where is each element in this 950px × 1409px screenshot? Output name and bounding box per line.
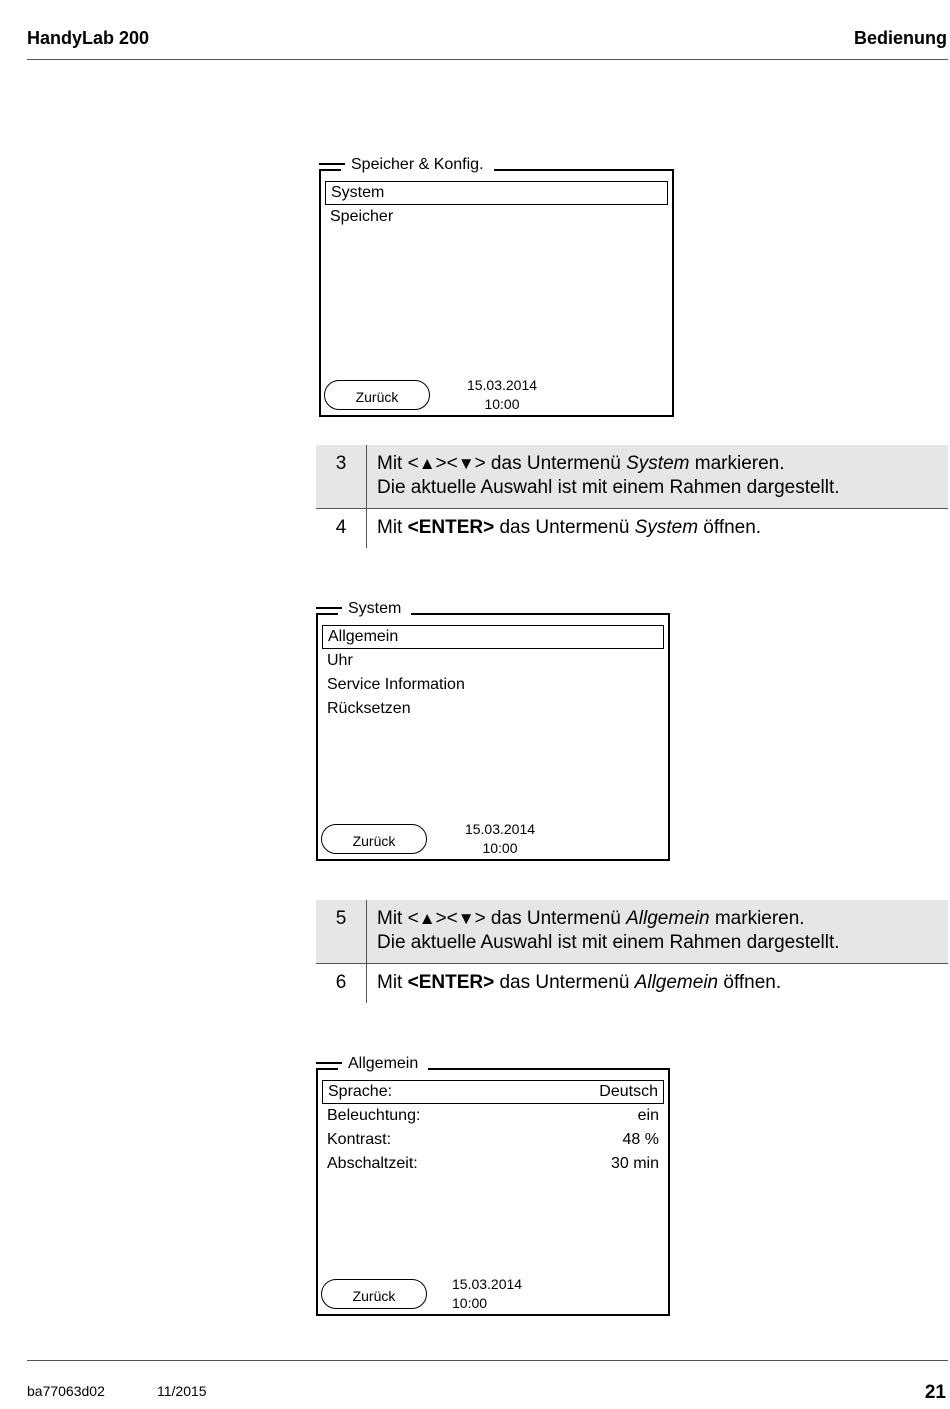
header-section: Bedienung	[854, 28, 947, 48]
enter-key: <ENTER>	[407, 517, 495, 538]
setting-value: Deutsch	[599, 1083, 658, 1100]
setting-value: 30 min	[610, 1155, 659, 1172]
status-date: 15.03.2014	[452, 1276, 523, 1292]
steps-group-1	[316, 445, 948, 548]
setting-label: Beleuchtung:	[327, 1107, 421, 1124]
screen-allgemein	[316, 1055, 670, 1316]
step-number: 6	[316, 964, 367, 1003]
footer-rule	[27, 1360, 948, 1361]
menu-item-system[interactable]: System	[325, 181, 668, 205]
status-datetime	[459, 820, 541, 858]
back-button[interactable]: Zurück	[321, 1279, 427, 1309]
steps-group-2	[316, 900, 948, 1003]
step-row	[316, 900, 948, 964]
step-number: 3	[316, 445, 367, 508]
page-number: 21	[924, 1382, 946, 1403]
screen-title: Allgemein	[338, 1053, 428, 1075]
up-arrow-icon: ▲	[418, 454, 436, 473]
step-row	[316, 964, 948, 1003]
footer-doc-id: ba77063d02	[27, 1383, 105, 1399]
setting-abschaltzeit[interactable]	[322, 1152, 664, 1176]
footer-date: 11/2015	[157, 1383, 207, 1399]
setting-value: 48 %	[622, 1131, 659, 1148]
status-date: 15.03.2014	[466, 377, 538, 393]
status-time: 10:00	[452, 1295, 488, 1311]
down-arrow-icon: ▼	[457, 454, 475, 473]
step-text: Mit <▲><▼> das Untermenü Allgemein markieren. Die aktuelle Auswahl ist mit einem Rahmen dargestellt.	[377, 908, 840, 953]
setting-value: ein	[637, 1107, 659, 1124]
status-time: 10:00	[484, 396, 520, 412]
setting-label: Sprache:	[328, 1083, 393, 1100]
settings-list	[322, 1080, 664, 1176]
menu-item-ruecksetzen[interactable]: Rücksetzen	[327, 700, 411, 717]
menu-list	[325, 181, 668, 229]
back-button[interactable]: Zurück	[324, 380, 430, 410]
screen-title: System	[338, 598, 411, 620]
down-arrow-icon: ▼	[457, 909, 475, 928]
status-datetime	[452, 1275, 534, 1313]
setting-sprache[interactable]	[322, 1080, 664, 1104]
step-row	[316, 509, 948, 548]
step-text: Mit <▲><▼> das Untermenü System markieren. Die aktuelle Auswahl ist mit einem Rahmen dargestellt.	[377, 453, 840, 498]
step-text: Mit <ENTER> das Untermenü System öffnen.	[377, 517, 762, 538]
header-rule	[27, 59, 948, 60]
menu-item-speicher[interactable]: Speicher	[330, 208, 394, 225]
header-product: HandyLab 200	[27, 28, 150, 48]
setting-label: Kontrast:	[327, 1131, 392, 1148]
setting-beleuchtung[interactable]	[322, 1104, 664, 1128]
step-number: 4	[316, 509, 367, 548]
menu-item-uhr[interactable]: Uhr	[327, 652, 353, 669]
setting-label: Abschaltzeit:	[327, 1155, 418, 1172]
menu-item-service-information[interactable]: Service Information	[327, 676, 465, 693]
menu-item-allgemein[interactable]: Allgemein	[322, 625, 664, 649]
step-text: Mit <ENTER> das Untermenü Allgemein öffnen.	[377, 972, 782, 993]
status-date: 15.03.2014	[464, 821, 536, 837]
status-datetime	[461, 376, 543, 414]
menu-list	[322, 625, 664, 721]
step-row	[316, 445, 948, 509]
setting-kontrast[interactable]	[322, 1128, 664, 1152]
screen-system	[316, 600, 670, 861]
enter-key: <ENTER>	[407, 972, 495, 993]
step-number: 5	[316, 900, 367, 963]
screen-speicher-konfig	[319, 156, 674, 417]
back-button[interactable]: Zurück	[321, 824, 427, 854]
screen-title: Speicher & Konfig.	[341, 154, 494, 176]
status-time: 10:00	[482, 840, 518, 856]
up-arrow-icon: ▲	[418, 909, 436, 928]
